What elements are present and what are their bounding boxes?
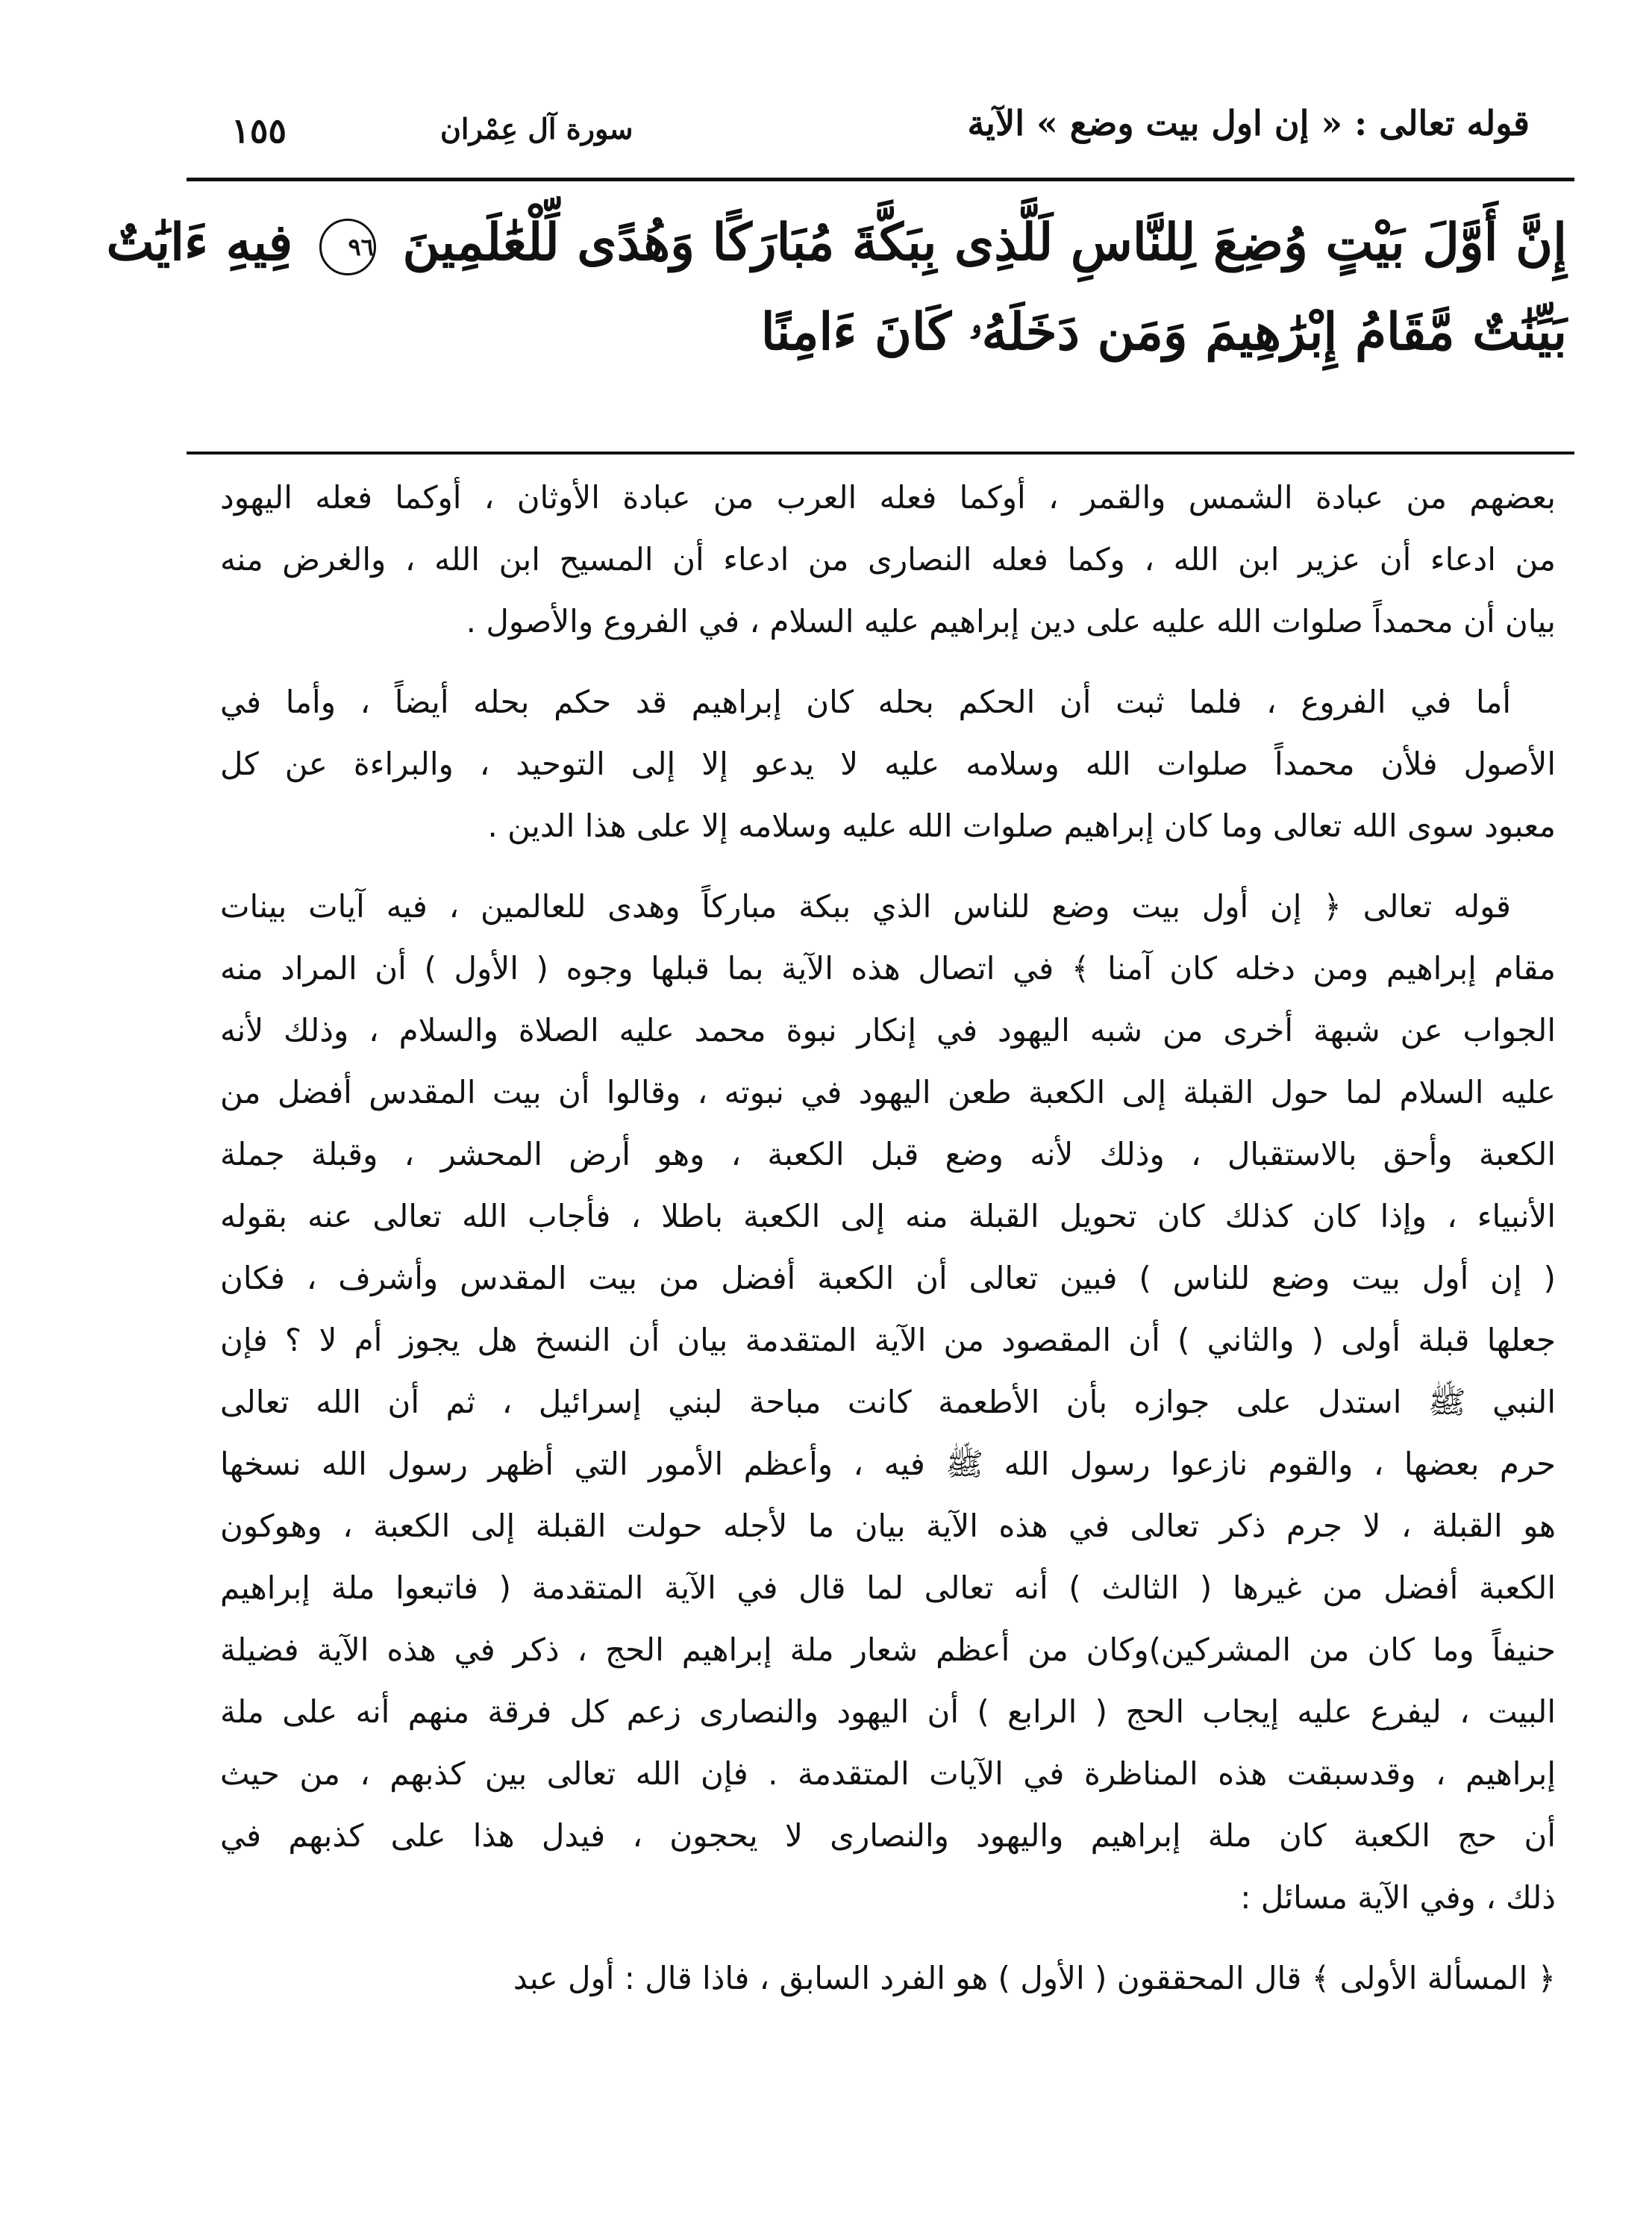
text-line: ( إن أول بيت وضع للناس ) فبين تعالى أن الكعبة أفضل من بيت المقدس وأشرف ، فكان	[220, 1260, 1556, 1296]
text-line: هو القبلة ، لا جرم ذكر تعالى في هذه الآية بيان ما لأجله حولت القبلة إلى الكعبة ، وهوكون	[220, 1508, 1556, 1544]
text-line: الأصول فلأن محمداً صلوات الله وسلامه عليه لا يدعو إلا إلى التوحيد ، والبراءة عن كل	[220, 746, 1556, 782]
quran-verse-block	[106, 198, 1567, 377]
header-divider	[187, 178, 1574, 181]
text-line: معبود سوى الله تعالى وما كان إبراهيم صلوات الله عليه وسلامه إلا على هذا الدين .	[487, 808, 1556, 844]
running-title: قوله تعالى : « إن اول بيت وضع » الآية	[967, 103, 1530, 143]
text-line: حرم بعضها ، والقوم نازعوا رسول الله ﷺ فيه ، وأعظم الأمور التي أظهر رسول الله نسخها	[220, 1446, 1556, 1482]
verse-line-2: بَيِّنَٰتٌ مَّقَامُ إِبْرَٰهِيمَ وَمَن دَخَلَهُۥ كَانَ ءَامِنًا	[760, 302, 1567, 362]
surah-name: سورة آل عِمْران	[440, 112, 633, 146]
text-line: مقام إبراهيم ومن دخله كان آمنا ﴾ في اتصال هذه الآية بما قبلها وجوه ( الأول ) أن المراد منه	[220, 950, 1556, 987]
paragraph-3	[220, 875, 1556, 1928]
page-number: ١٥٥	[231, 110, 287, 151]
paragraph-2	[220, 671, 1556, 857]
text-line: الجواب عن شبهة أخرى من شبه اليهود في إنكار نبوة محمد عليه الصلاة والسلام ، وذلك لأنه	[220, 1012, 1556, 1049]
text-line: أن حج الكعبة كان ملة إبراهيم واليهود والنصارى لا يحجون ، فيدل هذا على كذبهم في	[220, 1817, 1556, 1854]
text-line: من ادعاء أن عزير ابن الله ، وكما فعله النصارى من ادعاء أن المسيح ابن الله ، والغرض منه	[220, 541, 1556, 578]
verse-line-1	[106, 198, 1567, 287]
commentary-body	[220, 466, 1556, 2009]
text-line: إبراهيم ، وقدسبقت هذه المناظرة في الآيات المتقدمة . فإن الله تعالى بين كذبهم ، من حيث	[220, 1755, 1556, 1792]
text-line: جعلها قبلة أولى ( والثاني ) أن المقصود من الآية المتقدمة بيان أن النسخ هل يجوز أم لا ؟ فإن	[220, 1322, 1556, 1358]
page-header	[187, 97, 1574, 164]
verse-divider	[187, 452, 1574, 454]
text-line: حنيفاً وما كان من المشركين)وكان من أعظم شعار ملة إبراهيم الحج ، ذكر في هذه الآية فضيلة	[220, 1631, 1556, 1668]
verse-text-1: إِنَّ أَوَّلَ بَيْتٍ وُضِعَ لِلنَّاسِ لَلَّذِى بِبَكَّةَ مُبَارَكًا وَهُدًى لِّلْعَٰلَمِينَ	[402, 213, 1567, 272]
text-line: بيان أن محمداً صلوات الله عليه على دين إبراهيم عليه السلام ، في الفروع والأصول .	[466, 603, 1556, 640]
paragraph-1	[220, 466, 1556, 652]
text-line: ذلك ، وفي الآية مسائل :	[1240, 1879, 1556, 1916]
text-line: الأنبياء ، وإذا كان كذلك كان تحويل القبلة منه إلى الكعبة باطلا ، فأجاب الله تعالى عنه بقوله	[220, 1198, 1556, 1234]
text-line: بعضهم من عبادة الشمس والقمر ، أوكما فعله العرب من عبادة الأوثان ، أوكما فعله اليهود	[220, 479, 1556, 516]
text-line: عليه السلام لما حول القبلة إلى الكعبة طعن اليهود في نبوته ، وقالوا أن بيت المقدس أفضل من	[220, 1074, 1556, 1110]
verse-text-1-tail: فِيهِ ءَايَٰتٌ	[106, 213, 293, 272]
text-line: ﴿ المسألة الأولى ﴾ قال المحققون ( الأول ) هو الفرد السابق ، فاذا قال : أول عبد	[513, 1960, 1556, 1996]
text-line: الكعبة أفضل من غيرها ( الثالث ) أنه تعالى لما قال في الآية المتقدمة ( فاتبعوا ملة إبراهيم	[220, 1569, 1556, 1606]
paragraph-4	[220, 1947, 1556, 2009]
text-line: الكعبة وأحق بالاستقبال ، وذلك لأنه وضع قبل الكعبة ، وهو أرض المحشر ، وقبلة جملة	[220, 1136, 1556, 1172]
text-line: النبي ﷺ استدل على جوازه بأن الأطعمة كانت مباحة لبني إسرائيل ، ثم أن الله تعالى	[220, 1384, 1556, 1420]
text-line: قوله تعالى ﴿ إن أول بيت وضع للناس الذي ببكة مباركاً وهدى للعالمين ، فيه آيات بينات	[220, 888, 1511, 925]
ayah-number-marker: ٩٦	[319, 219, 376, 275]
text-line: أما في الفروع ، فلما ثبت أن الحكم بحله كان إبراهيم قد حكم بحله أيضاً ، وأما في	[220, 684, 1511, 720]
text-line: البيت ، ليفرع عليه إيجاب الحج ( الرابع ) أن اليهود والنصارى زعم كل فرقة منهم أنه على ملة	[220, 1693, 1556, 1730]
